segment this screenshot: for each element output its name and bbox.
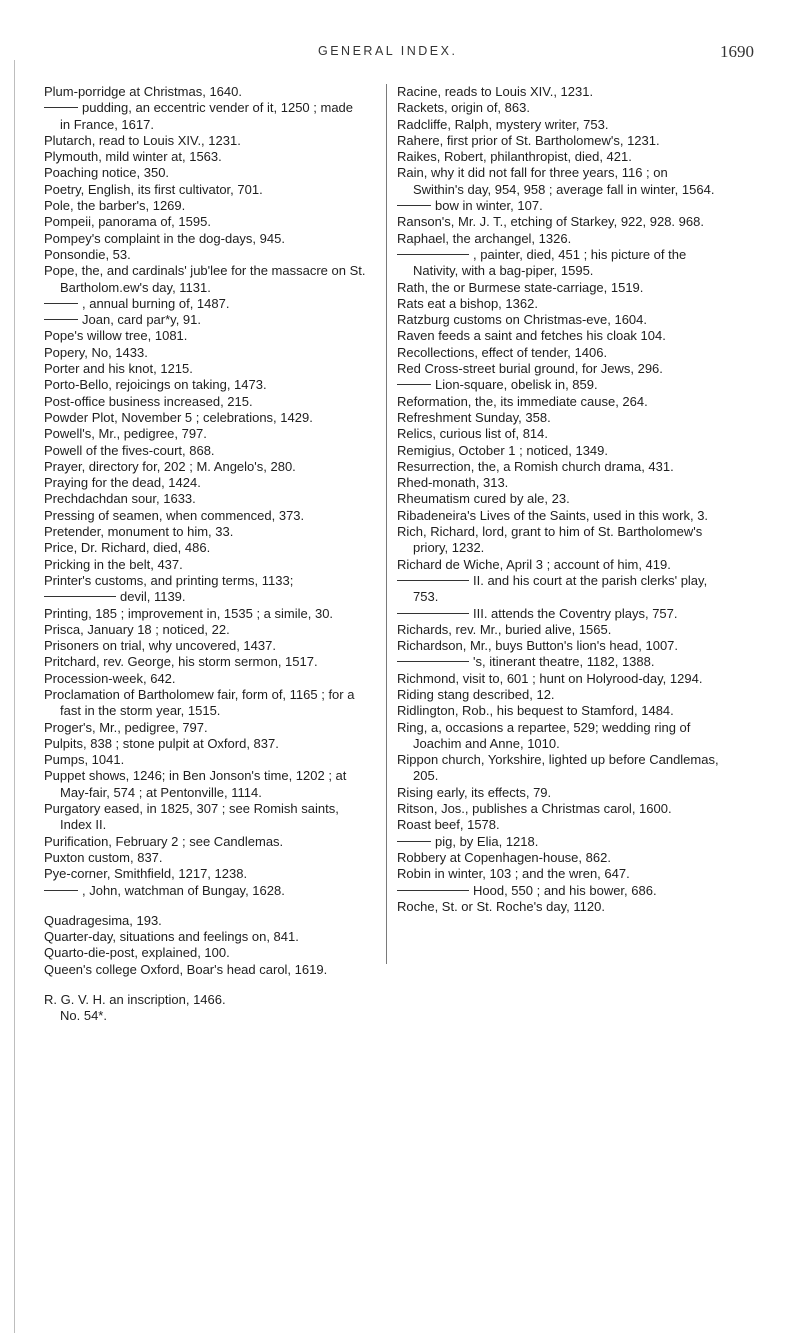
index-entry-text: Roche, St. or St. Roche's day, 1120.: [397, 898, 605, 914]
index-entry: [397, 459, 719, 475]
index-entry: [44, 377, 366, 393]
index-entry: [397, 296, 719, 312]
repeat-dash: [397, 384, 431, 385]
index-entry: [397, 84, 719, 100]
index-entry: [44, 394, 366, 410]
repeat-dash: [44, 596, 116, 597]
index-entry: [397, 524, 719, 557]
index-entry: [44, 1008, 366, 1024]
index-entry-text: Post-office business increased, 215.: [44, 393, 253, 409]
index-entry-text: , painter, died, 451 ; his picture of the Nativity, with a bag-piper, 1595.: [413, 246, 687, 279]
index-entry: [44, 133, 366, 149]
index-entry: [397, 198, 719, 214]
index-entry-text: Robin in winter, 103 ; and the wren, 647.: [397, 866, 630, 882]
index-entry-text: Printer's customs, and printing terms, 1133;: [44, 572, 294, 588]
index-entry: [44, 524, 366, 540]
index-entry: [44, 182, 366, 198]
index-entry: [397, 671, 719, 687]
index-entry: [397, 654, 719, 670]
index-entry: [397, 280, 719, 296]
index-entry: [397, 720, 719, 753]
page-number: 1690: [720, 42, 754, 61]
index-entry: [397, 573, 719, 606]
index-entry-text: Powder Plot, November 5 ; celebrations, 1429.: [44, 409, 313, 425]
index-entry-text: Queen's college Oxford, Boar's head carol, 1619.: [44, 961, 328, 977]
index-entry: [44, 100, 366, 133]
index-entry-text: Relics, curious list of, 814.: [397, 426, 549, 442]
index-entry-text: Pritchard, rev. George, his storm sermon, 1517.: [44, 654, 318, 670]
right-index-column: [397, 84, 719, 915]
index-entry: [44, 834, 366, 850]
index-entry-text: Pope, the, and cardinals' jub'lee for the massacre on St. Bartholom.ew's day, 1131.: [44, 263, 366, 295]
index-entry: [397, 312, 719, 328]
index-entry: [44, 345, 366, 361]
index-entry-text: devil, 1139.: [120, 589, 186, 605]
index-entry: [44, 654, 366, 670]
index-entry-text: Proger's, Mr., pedigree, 797.: [44, 719, 208, 735]
index-entry-text: Pye-corner, Smithfield, 1217, 1238.: [44, 866, 248, 882]
index-entry: [44, 491, 366, 507]
column-divider: [386, 84, 387, 964]
index-entry: [44, 945, 366, 961]
index-entry-text: Raven feeds a saint and fetches his cloak 104.: [397, 328, 666, 344]
index-entry: [44, 165, 366, 181]
index-entry-text: Recollections, effect of tender, 1406.: [397, 344, 608, 360]
index-entry-text: Rising early, its effects, 79.: [397, 784, 552, 800]
repeat-dash: [397, 613, 469, 614]
index-entry-text: II. and his court at the parish clerks' play, 753.: [413, 572, 708, 605]
repeat-dash: [44, 303, 78, 304]
index-entry-text: Pressing of seamen, when commenced, 373.: [44, 507, 305, 523]
index-entry: [44, 801, 366, 834]
index-entry-text: Rahere, first prior of St. Bartholomew's, 1231.: [397, 132, 660, 148]
index-entry: [397, 475, 719, 491]
index-entry-text: Pole, the barber's, 1269.: [44, 198, 186, 214]
index-entry: [44, 736, 366, 752]
index-entry-text: Ribadeneira's Lives of the Saints, used in this work, 3.: [397, 507, 709, 523]
index-entry-text: Pompey's complaint in the dog-days, 945.: [44, 230, 285, 246]
index-entry: [44, 508, 366, 524]
index-entry: [397, 394, 719, 410]
index-entry-text: Prisoners on trial, why uncovered, 1437.: [44, 638, 276, 654]
index-entry: [44, 540, 366, 556]
index-entry: [397, 426, 719, 442]
index-entry-text: pig, by Elia, 1218.: [435, 833, 539, 849]
index-entry: [44, 459, 366, 475]
index-entry: [44, 426, 366, 442]
index-entry-text: Ratzburg customs on Christmas-eve, 1604.: [397, 312, 647, 328]
index-entry: [44, 328, 366, 344]
index-entry: [397, 883, 719, 899]
index-entry: [397, 801, 719, 817]
index-entry-text: Richards, rev. Mr., buried alive, 1565.: [397, 621, 612, 637]
index-entry: [44, 992, 366, 1008]
index-entry: [44, 231, 366, 247]
index-entry: [397, 247, 719, 280]
index-entry: [44, 214, 366, 230]
index-entry: [397, 687, 719, 703]
index-entry-text: Powell of the fives-court, 868.: [44, 442, 215, 458]
index-entry-text: Raphael, the archangel, 1326.: [397, 230, 572, 246]
repeat-dash: [44, 107, 78, 108]
index-entry: [397, 557, 719, 573]
index-entry-text: Ranson's, Mr. J. T., etching of Starkey, 922, 928. 968.: [397, 214, 704, 230]
index-entry-text: Roast beef, 1578.: [397, 817, 500, 833]
index-entry-text: Ring, a, occasions a repartee, 529; wedding ring of Joachim and Anne, 1010.: [397, 719, 691, 751]
index-entry-text: Riding stang described, 12.: [397, 686, 555, 702]
index-entry: [44, 410, 366, 426]
index-entry-text: Purification, February 2 ; see Candlemas.: [44, 833, 284, 849]
index-entry: [44, 606, 366, 622]
index-entry: [44, 247, 366, 263]
index-entry: [397, 817, 719, 833]
repeat-dash: [397, 661, 469, 662]
index-entry: [397, 491, 719, 507]
index-entry-text: Poetry, English, its first cultivator, 701.: [44, 181, 263, 197]
index-entry-text: Rippon church, Yorkshire, lighted up before Candlemas, 205.: [397, 752, 719, 784]
index-entry-text: Refreshment Sunday, 358.: [397, 409, 551, 425]
index-entry: [44, 149, 366, 165]
index-entry-text: Rats eat a bishop, 1362.: [397, 295, 538, 311]
index-entry-text: Raikes, Robert, philanthropist, died, 421.: [397, 149, 632, 165]
index-entry: [44, 557, 366, 573]
repeat-dash: [397, 254, 469, 255]
index-entry: [44, 962, 366, 978]
index-entry-text: Rich, Richard, lord, grant to him of St. Bartholomew's priory, 1232.: [397, 524, 703, 556]
index-entry: [397, 345, 719, 361]
index-entry: [397, 410, 719, 426]
index-entry: [397, 866, 719, 882]
index-entry-text: pudding, an eccentric vender of it, 1250 ; made in France, 1617.: [60, 100, 354, 132]
index-entry-text: 's, itinerant theatre, 1182, 1388.: [473, 654, 655, 670]
index-entry: [397, 899, 719, 915]
repeat-dash: [397, 890, 469, 891]
index-entry: [397, 231, 719, 247]
index-entry: [397, 785, 719, 801]
index-entry-text: III. attends the Coventry plays, 757.: [473, 605, 678, 621]
index-entry: [44, 589, 366, 605]
repeat-dash: [397, 580, 469, 581]
index-entry-text: Pricking in the belt, 437.: [44, 556, 183, 572]
index-entry: [397, 703, 719, 719]
index-entry-text: Richmond, visit to, 601 ; hunt on Holyrood-day, 1294.: [397, 670, 703, 686]
index-entry-text: Porto-Bello, rejoicings on taking, 1473.: [44, 377, 267, 393]
index-entry-text: bow in winter, 107.: [435, 198, 543, 214]
index-entry-text: Reformation, the, its immediate cause, 264.: [397, 393, 648, 409]
index-entry: [44, 913, 366, 929]
index-entry-text: Powell's, Mr., pedigree, 797.: [44, 426, 207, 442]
index-entry-text: Pope's willow tree, 1081.: [44, 328, 188, 344]
index-entry: [397, 100, 719, 116]
index-entry-text: Ridlington, Rob., his bequest to Stamford, 1484.: [397, 703, 674, 719]
index-entry: [44, 687, 366, 720]
index-entry: [397, 850, 719, 866]
index-entry-text: Poaching notice, 350.: [44, 165, 170, 181]
index-entry-text: Popery, No, 1433.: [44, 344, 148, 360]
index-entry: [397, 361, 719, 377]
index-entry-text: Prisca, January 18 ; noticed, 22.: [44, 621, 230, 637]
index-entry-text: No. 54*.: [60, 1008, 107, 1024]
index-entry-text: Praying for the dead, 1424.: [44, 475, 201, 491]
left-index-column: [44, 84, 366, 1025]
index-entry: [44, 850, 366, 866]
index-entry: [397, 834, 719, 850]
index-entry-text: Pompeii, panorama of, 1595.: [44, 214, 211, 230]
index-entry-text: Rheumatism cured by ale, 23.: [397, 491, 570, 507]
index-entry-text: Printing, 185 ; improvement in, 1535 ; a simile, 30.: [44, 605, 334, 621]
index-entry-text: Procession-week, 642.: [44, 670, 176, 686]
index-entry: [397, 117, 719, 133]
index-entry: [397, 328, 719, 344]
index-entry: [44, 198, 366, 214]
index-entry: [397, 133, 719, 149]
index-entry: [44, 866, 366, 882]
index-entry-text: Price, Dr. Richard, died, 486.: [44, 540, 211, 556]
index-entry-text: , John, watchman of Bungay, 1628.: [82, 882, 285, 898]
index-entry: [44, 720, 366, 736]
index-entry: [44, 443, 366, 459]
index-entry: [44, 883, 366, 899]
running-head: [0, 44, 800, 68]
index-entry: [397, 214, 719, 230]
index-entry-text: Prechdachdan sour, 1633.: [44, 491, 196, 507]
index-entry: [44, 638, 366, 654]
index-entry: [397, 638, 719, 654]
page-edge-rule: [14, 60, 15, 1333]
running-title: GENERAL INDEX.: [318, 44, 458, 58]
index-entry-text: Purgatory eased, in 1825, 307 ; see Romish saints, Index II.: [44, 801, 339, 833]
index-entry: [397, 443, 719, 459]
index-entry-text: Racine, reads to Louis XIV., 1231.: [397, 84, 594, 99]
index-entry-text: Hood, 550 ; and his bower, 686.: [473, 882, 657, 898]
index-entry-text: Plutarch, read to Louis XIV., 1231.: [44, 132, 241, 148]
index-entry: [397, 508, 719, 524]
index-entry-text: Ritson, Jos., publishes a Christmas carol, 1600.: [397, 801, 672, 817]
index-entry: [397, 165, 719, 198]
index-entry: [44, 361, 366, 377]
index-entry: [44, 84, 366, 100]
index-entry-text: Porter and his knot, 1215.: [44, 361, 193, 377]
index-entry-text: Ponsondie, 53.: [44, 246, 131, 262]
index-entry-text: R. G. V. H. an inscription, 1466.: [44, 992, 226, 1008]
index-entry: [44, 263, 366, 296]
index-entry-text: Pretender, monument to him, 33.: [44, 524, 234, 540]
index-entry-text: Puppet shows, 1246; in Ben Jonson's time, 1202 ; at May-fair, 574 ; at Pentonville, 1114.: [44, 768, 347, 800]
index-entry-text: , annual burning of, 1487.: [82, 295, 230, 311]
index-entry-text: Richard de Wiche, April 3 ; account of him, 419.: [397, 556, 671, 572]
index-entry-text: Plymouth, mild winter at, 1563.: [44, 149, 222, 165]
index-entry-text: Pumps, 1041.: [44, 752, 125, 768]
repeat-dash: [397, 841, 431, 842]
index-entry-text: Proclamation of Bartholomew fair, form of, 1165 ; for a fast in the storm year, 1515.: [44, 686, 355, 719]
index-entry-text: Quarto-die-post, explained, 100.: [44, 945, 230, 961]
index-entry-text: Rhed-monath, 313.: [397, 475, 509, 491]
index-entry-text: Prayer, directory for, 202 ; M. Angelo's, 280.: [44, 458, 296, 474]
repeat-dash: [44, 890, 78, 891]
index-entry: [44, 475, 366, 491]
index-entry-text: Remigius, October 1 ; noticed, 1349.: [397, 442, 609, 458]
index-entry: [397, 752, 719, 785]
index-entry: [44, 752, 366, 768]
index-entry-text: Resurrection, the, a Romish church drama, 431.: [397, 458, 674, 474]
index-entry-text: Rain, why it did not fall for three years, 116 ; on Swithin's day, 954, 958 ; average fall in winter, 1564.: [397, 165, 715, 197]
index-entry-text: Rath, the or Burmese state-carriage, 1519.: [397, 279, 644, 295]
index-entry-text: Pulpits, 838 ; stone pulpit at Oxford, 837.: [44, 735, 279, 751]
index-entry: [44, 296, 366, 312]
repeat-dash: [397, 205, 431, 206]
index-entry-text: Robbery at Copenhagen-house, 862.: [397, 849, 611, 865]
index-entry-text: Joan, card par*y, 91.: [82, 312, 201, 328]
index-entry-text: Richardson, Mr., buys Button's lion's head, 1007.: [397, 638, 679, 654]
index-entry: [44, 622, 366, 638]
index-entry-text: Lion-square, obelisk in, 859.: [435, 377, 598, 393]
index-entry: [44, 929, 366, 945]
index-entry: [397, 377, 719, 393]
index-entry-text: Quarter-day, situations and feelings on, 841.: [44, 929, 299, 945]
index-entry-text: Quadragesima, 193.: [44, 912, 162, 928]
index-entry-text: Red Cross-street burial ground, for Jews, 296.: [397, 361, 663, 377]
index-entry-text: Rackets, origin of, 863.: [397, 100, 530, 116]
index-entry: [44, 671, 366, 687]
index-entry-text: Plum-porridge at Christmas, 1640.: [44, 84, 242, 99]
index-entry-text: Puxton custom, 837.: [44, 849, 163, 865]
repeat-dash: [44, 319, 78, 320]
index-entry: [397, 622, 719, 638]
index-entry: [44, 768, 366, 801]
index-entry-text: Radcliffe, Ralph, mystery writer, 753.: [397, 116, 609, 132]
index-entry: [397, 606, 719, 622]
index-entry: [44, 573, 366, 589]
index-entry: [397, 149, 719, 165]
index-entry: [44, 312, 366, 328]
